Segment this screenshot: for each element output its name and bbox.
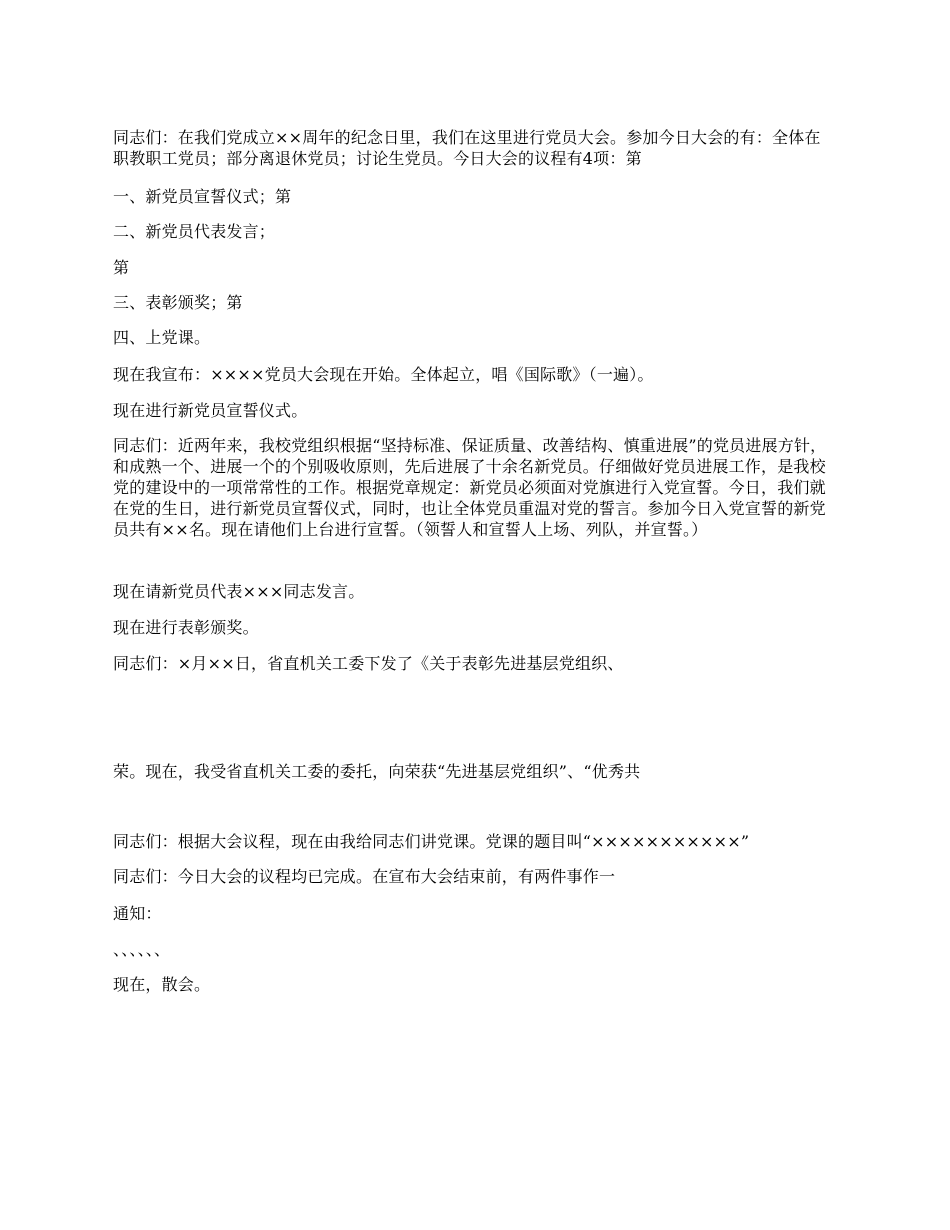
paragraph-notice-label: 通知： [113, 904, 162, 923]
paragraph-oath-ceremony: 现在进行新党员宣誓仪式。 [113, 401, 308, 420]
paragraph-awards: 现在进行表彰颁奖。 [113, 618, 259, 637]
paragraph-representative-speech: 现在请新党员代表×××同志发言。 [113, 582, 365, 601]
paragraph-enumeration-marks: 、、、、、、 [113, 940, 171, 959]
paragraph-agenda-ordinal: 第 [113, 258, 130, 277]
paragraph-party-lecture: 同志们：根据大会议程，现在由我给同志们讲党课。党课的题目叫“×××××××××××” [113, 832, 750, 851]
paragraph-awards-notice: 同志们：×月××日，省直机关工委下发了《关于表彰先进基层党组织、 [113, 654, 624, 673]
paragraph-agenda-item-3: 三、表彰颁奖；第 [113, 293, 243, 312]
paragraph-adjourn: 现在，散会。 [113, 975, 211, 994]
paragraph-agenda-complete: 同志们：今日大会的议程均已完成。在宣布大会结束前，有两件事作一 [113, 867, 616, 886]
paragraph-honor: 荣。现在，我受省直机关工委的委托，向荣获“先进基层党组织”、“优秀共 [113, 762, 641, 781]
paragraph-agenda-item-1: 一、新党员宣誓仪式；第 [113, 187, 292, 206]
paragraph-meeting-start: 现在我宣布：××××党员大会现在开始。全体起立，唱《国际歌》（一遍）。 [113, 365, 654, 384]
paragraph-agenda-item-4: 四、上党课。 [113, 328, 211, 347]
paragraph-opening: 同志们：在我们党成立××周年的纪念日里，我们在这里进行党员大会。参加今日大会的有：全体在职教职工党员；部分离退休党员；讨论生党员。今日大会的议程有4项：第 [113, 128, 821, 168]
paragraph-agenda-item-2: 二、新党员代表发言； [113, 222, 276, 241]
paragraph-oath-speech: 同志们：近两年来，我校党组织根据“坚持标准、保证质量、改善结构、慎重进展”的党员进展方针，和成熟一个、进展一个的个别吸收原则，先后进展了十余名新党员。仔细做好党员进展工作，是我校党的建设中的一项常常性的工作。根据党章规定：新党员必须面对党旗进行入党宣誓。今日，我们就在党的生日，进行新党员宣誓仪式，同时，也让全体党员重温对党的誓言。参加今日入党宣誓的新党员共有××名。现在请他们上台进行宣誓。（领誓人和宣誓人上场、列队，并宣誓。） [113, 436, 827, 539]
